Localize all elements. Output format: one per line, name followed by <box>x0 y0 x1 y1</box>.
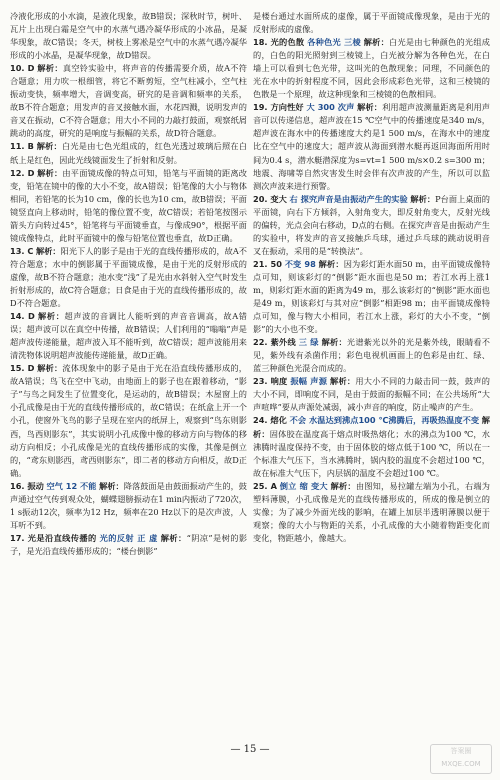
answer-item <box>10 532 247 558</box>
item-number: 10. D <box>10 63 35 74</box>
item-tag: 解析： <box>99 480 124 491</box>
item-answer: 大 300 次声 <box>306 102 355 113</box>
item-tag: 解析： <box>160 532 187 543</box>
item-number: 19. 方向性好 <box>253 102 304 113</box>
item-tag: 解析： <box>253 415 490 439</box>
item-text: 降落鼓面是由鼓面振动产生的，鼓声通过空气传到观众处，蝴蝶翅膀振动在1 min内振动了720次，1 s振动12次，频率为12 Hz，频率在20 Hz以下的是次声波，人耳听不到。 <box>10 480 247 530</box>
item-tag: 解析： <box>357 102 383 113</box>
answer-item <box>253 414 490 479</box>
item-answer: 不变 98 <box>284 258 316 269</box>
answer-item <box>10 10 247 62</box>
item-number: 20. 变大 <box>253 193 287 204</box>
item-answer: 三 绿 <box>298 337 319 348</box>
item-answer: 各种色光 三棱 <box>307 37 361 48</box>
item-number: 17. 光是沿直线传播的 <box>10 532 97 543</box>
answer-item <box>253 480 490 545</box>
item-answer: 空气 12 不能 <box>46 480 97 491</box>
item-number: 23. 响度 <box>253 376 288 387</box>
item-number: 14. D <box>10 311 35 322</box>
item-answer: 不会 水温达到沸点100 ℃沸腾后，再吸热温度不变 <box>289 415 480 426</box>
answer-item <box>253 336 490 375</box>
item-answer: 右 探究声音是由振动产生的实验 <box>289 193 408 204</box>
item-tag: 解析： <box>363 37 390 48</box>
answer-item <box>10 167 247 245</box>
item-number: 12. D <box>10 167 35 178</box>
item-tag: 解析： <box>37 363 63 374</box>
item-tag: 解析： <box>321 337 347 348</box>
answer-item <box>10 62 247 140</box>
item-text: 固体胶在温度高于熔点时吸热熔化；水的沸点为100 ℃，水沸腾时温度保持不变，由于固体胶的熔点低于100 ℃，所以在一个标准大气压下，当水沸腾时，锅内胶的温度不会超过100 ℃，故在标准大气压下，内层锅的温度不会超过100 ℃。 <box>253 428 490 478</box>
item-tag: 解析： <box>38 311 65 322</box>
item-number: 11. B <box>10 141 34 152</box>
watermark-logo: 答案圈 MXQE.COM <box>430 744 492 774</box>
item-tag: 解析： <box>410 193 436 204</box>
item-number: 22. 紫外线 <box>253 337 296 348</box>
item-text: 因为彩灯距水面50 m，由平面镜成像特点可知，则该彩灯的“倒影”距水面也是50 m；若江水再上涨1 m，则彩灯距水面的距离为49 m，那么该彩灯的“倒影”距水面也是49 m，则该彩灯与其对应“倒影”相距98 m；由平面镜成像特点可知，像与物大小相同，若江水上涨，彩灯的大小不变，“倒影”的大小也不变。 <box>253 258 491 335</box>
item-text: 冷液化形成的小水滴，是液化现象，故B错误；深秋时节，树叶、瓦片上出现白霜是空气中的水蒸气遇冷凝华形成的小冰晶，是凝华现象，故C错误；冬天，树枝上雾凇是空气中的水蒸气遇冷凝华形成的小冰晶，是凝华现象，故D错误。 <box>10 11 247 61</box>
answer-item <box>253 101 490 192</box>
page-number: — 15 — <box>230 744 270 755</box>
item-tag: 解析： <box>37 63 63 74</box>
right-column <box>253 10 490 545</box>
item-text: 光谱紫光以外的光是紫外线，眼睛看不见，紫外线有杀菌作用；彩色电视机画面上的色彩是由红、绿、蓝三种颜色光混合而成的。 <box>253 337 490 374</box>
item-text: “阴凉”是树的影子，是光沿直线传播形成的；“楼台倒影” <box>10 532 248 556</box>
item-tag: 解析： <box>36 141 62 152</box>
item-text: 是楼台通过水面所成的虚像，属于平面镜成像现象，是由于光的反射形成的虚像。 <box>253 11 490 35</box>
answer-item <box>10 362 247 479</box>
item-number: 16. 振动 <box>10 480 44 491</box>
item-tag: 解析： <box>330 480 356 491</box>
item-answer: 光的反射 正 虚 <box>99 532 158 543</box>
item-text: 利用超声波测量距离是利用声音可以传递信息，超声波在15 ℃空气中的传播速度是340 m/s，超声波在海水中的传播速度大约是1 500 m/s，在海水中的速度比在空气中的速度大；超声波从海面到潜水艇再返回海面所用时间为0.4 s，潜水艇潜深度为s=vt=1 500 m/s×0.2 s=300 m；地震、海啸等自然灾害发生时会伴有次声波的产生，所以可以监测次声波来进行预警。 <box>253 102 490 191</box>
item-text: 白光是由七种颜色的光组成的，白色的阳光照射到三棱镜上，白光被分解为各种色光，在白墙上可以看到七色光带，这叫光的色散现象；同理，不同颜色的光在水中的折射程度不同，因此会形成彩色光带，这和三棱镜的色散是一个原理，故这种现象和三棱镜的色散相同。 <box>253 37 490 100</box>
item-number: 15. D <box>10 363 35 374</box>
item-number: 18. 光的色散 <box>253 37 305 48</box>
item-text: 由图知，易拉罐左端为小孔，右端为塑料薄膜，小孔成像是光的直线传播形成的，所成的像是倒立的实像；为了减少外面光线的影响，在罐上加层半透明薄膜以便于观察；像的大小与物距的关系，小孔成像的大小随着物距变化而变化，物距越小，像越大。 <box>253 480 490 543</box>
item-tag: 解析： <box>37 167 63 178</box>
answer-item <box>10 140 247 166</box>
item-text: 用大小不同的力敲击同一鼓，鼓声的大小不同，即响度不同，是由于鼓面的振幅不同；在公共场所“大声喧哗”要从声源处减弱，减小声音的响度，防止噪声的产生。 <box>253 376 490 413</box>
answer-item <box>253 10 490 36</box>
item-text: 真空铃实验中，将声音的传播需要介质，故A不符合题意；用力吹一根细管，将它不断剪短，空气柱减小，空气柱振动变快，频率增大，音调变高，研究的是音调和频率的关系，故B不符合题意；用发声的音叉接触水面，水花四溅，说明发声的音叉在振动，C不符合题意；用大小不同的力敲打鼓面，观察纸屑跳动的高度，研究的是响度与振幅的关系，故D符合题意。 <box>10 63 247 139</box>
answer-item <box>253 375 490 414</box>
item-answer: 倒立 缩 变大 <box>279 480 328 491</box>
answer-item <box>253 193 490 258</box>
item-text: 流体现象中的影子是由于光在沿直线传播形成的，故A错误；鸟飞在空中飞动，由地面上的影子也在跟着移动，“影子”与鸟之间发生了位置变化，是运动的，故B错误；木屋窗上的小孔成像是由于光的直线传播形成的，故C错误；在纸盒上开一个小孔，使窗外飞鸟的影子呈现在室内的纸屏上，观察到“鸟东则影西，鸟西则影东”，其实说明小孔成像中像的移动方向与物体的移动方向相反；小孔成像是光的直线传播形成的实像，其像是倒立的，“鸢东则影西，鸢西则影东”，即二者的移动方向相反，故D正确。 <box>10 363 247 478</box>
item-text: 白光是由七色光组成的，红色光透过玻璃后照在白纸上是红色，因此光线镜面发生了折射和反射。 <box>10 141 247 165</box>
item-answer: 振幅 声源 <box>290 376 328 387</box>
item-number: 25. A <box>253 480 277 491</box>
item-tag: 解析： <box>318 258 344 269</box>
item-text: P台面上桌面的平面镜，向右下方倾斜，入射角变大，即反射角变大，反射光线的偏转，光点会向右移动，D点的右侧。在探究声音是由振动产生的实验中，将发声的音叉接触乒乓球，通过乒乓球的跳动说明音叉在振动，采用的是“转换法”。 <box>253 193 490 256</box>
left-column <box>10 10 247 558</box>
item-number: 21. 50 <box>253 258 282 269</box>
item-tag: 解析： <box>330 376 356 387</box>
item-tag: 解析： <box>36 245 61 256</box>
answer-item <box>10 310 247 362</box>
item-number: 13. C <box>10 245 34 256</box>
item-number: 24. 熔化 <box>253 415 287 426</box>
answer-item <box>253 36 490 101</box>
item-text: 由平面镜成像的特点可知，铅笔与平面镜的距离改变，铅笔在镜中的像的大小不变，故A错误；铅笔像的大小与物体相同，若铅笔的长为10 cm，像的长也为10 cm，故B错误；平面镜竖直向上移动时，铅笔的像位置不变，故C错误；若铅笔按图示箭头方向转过45°，铅笔将与平面镜垂直，与像成90°，根据平面镜成像特点，此时平面镜中的像与铅笔位置也垂直，故D正确。 <box>10 167 247 243</box>
item-text: 超声波的音调比人能听到的声音音调高，故A错误；超声波可以在真空中传播，故B错误；人们利用的“嗡嗡”声是超声波传递能量，超声波入耳不能听到，故C错误；超声波能用来清洗物体说明超声波能传递能量，故D正确。 <box>10 311 247 361</box>
answer-item <box>10 480 247 532</box>
answer-item <box>253 258 490 336</box>
item-text: 阳光下人的影子是由于光的直线传播形成的，故A不符合题意；水中的倒影属于平面镜成像，是由于光的反射形成的虚像，故B不符合题意；池水变“浅”了是光由水斜射入空气时发生折射形成的，故C符合题意；日食是由于光的直线传播形成的，故D不符合题意。 <box>10 245 247 309</box>
answer-item <box>10 245 247 310</box>
